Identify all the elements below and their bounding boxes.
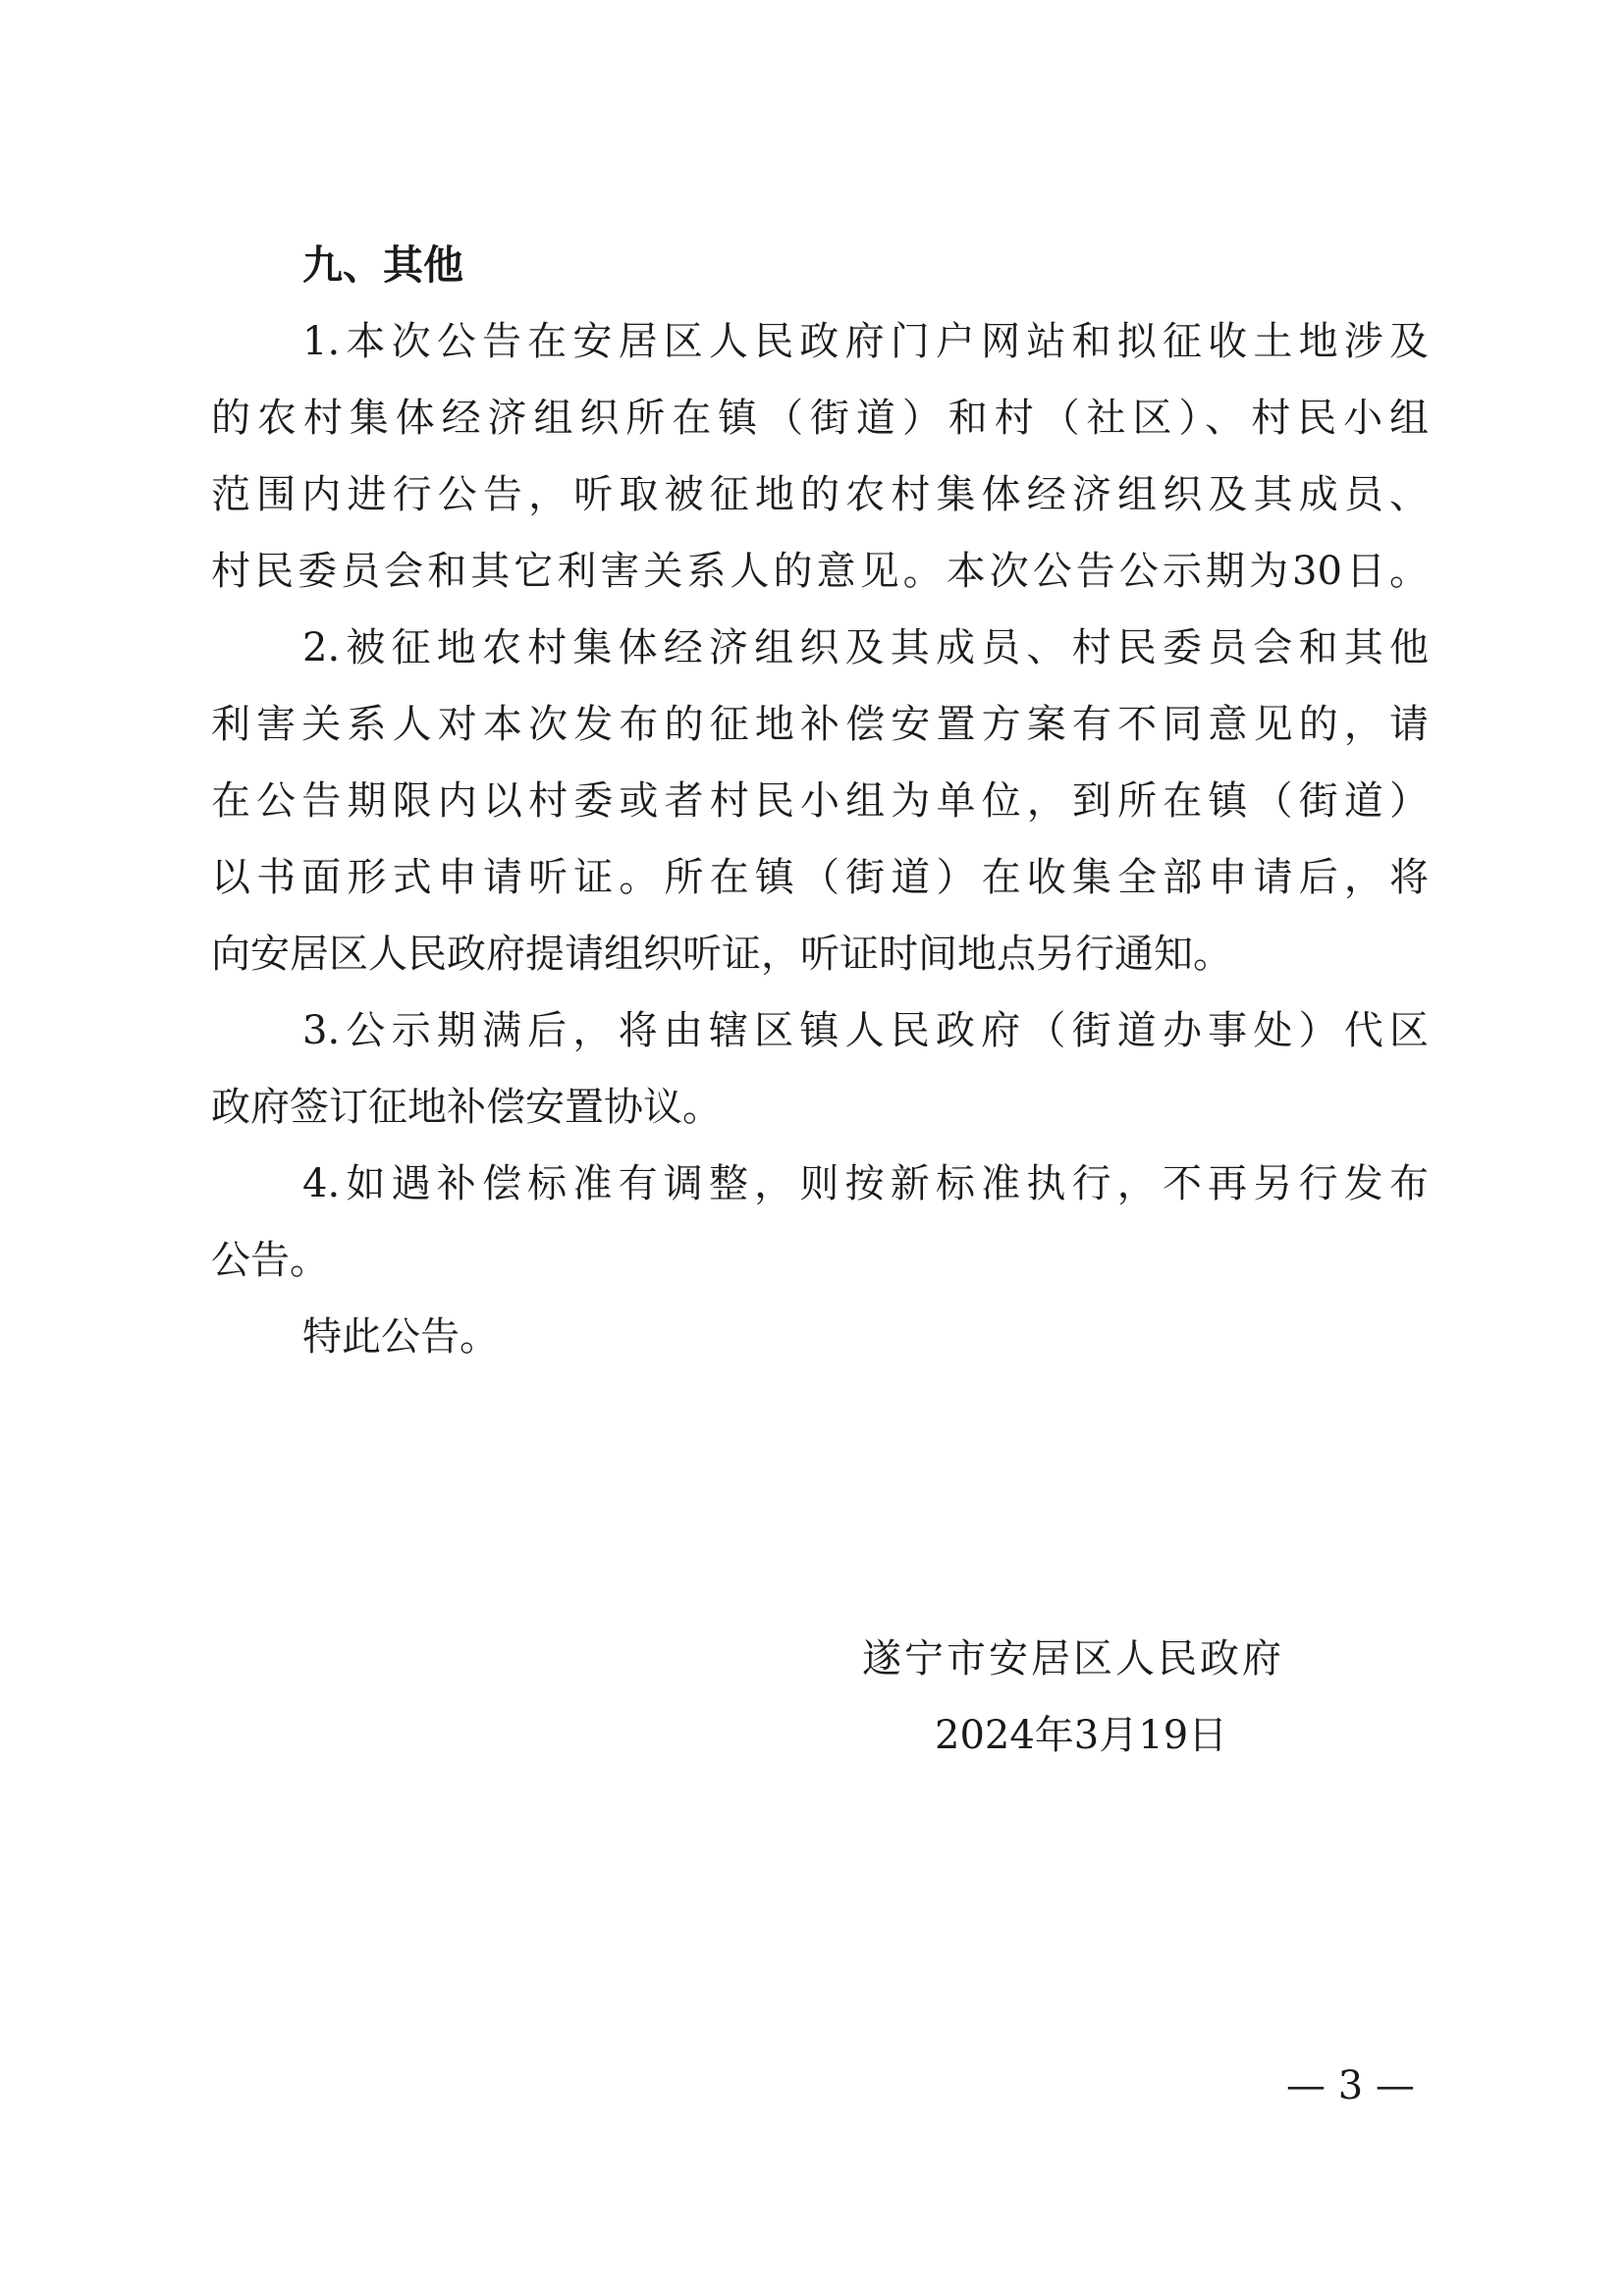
paragraph-1-line-3: 范围内进行公告，听取被征地的农村集体经济组织及其成员、 bbox=[211, 472, 1429, 517]
issuer-signature: 遂宁市安居区人民政府 bbox=[862, 1636, 1284, 1682]
section-heading: 九、其他 bbox=[302, 241, 463, 289]
paragraph-3-line-2: 政府签订征地补偿安置协议。 bbox=[211, 1085, 722, 1130]
paragraph-2-line-1: 2.被征地农村集体经济组织及其成员、村民委员会和其他 bbox=[302, 625, 1429, 670]
paragraph-1-line-1: 1.本次公告在安居区人民政府门户网站和拟征收土地涉及 bbox=[302, 319, 1429, 364]
paragraph-2-line-4: 以书面形式申请听证。所在镇（街道）在收集全部申请后，将 bbox=[211, 855, 1429, 900]
paragraph-1-line-2: 的农村集体经济组织所在镇（街道）和村（社区）、村民小组 bbox=[211, 396, 1429, 441]
paragraph-2-line-5: 向安居区人民政府提请组织听证，听证时间地点另行通知。 bbox=[211, 932, 1232, 977]
issue-date: 2024年3月19日 bbox=[935, 1713, 1228, 1758]
paragraph-4-line-2: 公告。 bbox=[211, 1238, 329, 1283]
paragraph-2-line-2: 利害关系人对本次发布的征地补偿安置方案有不同意见的，请 bbox=[211, 702, 1429, 747]
closing-statement: 特此公告。 bbox=[302, 1314, 499, 1360]
paragraph-2-line-3: 在公告期限内以村委或者村民小组为单位，到所在镇（街道） bbox=[211, 778, 1429, 824]
page-number: — 3 — bbox=[1286, 2063, 1415, 2109]
paragraph-3-line-1: 3.公示期满后，将由辖区镇人民政府（街道办事处）代区 bbox=[302, 1008, 1429, 1053]
paragraph-4-line-1: 4.如遇补偿标准有调整，则按新标准执行，不再另行发布 bbox=[302, 1161, 1429, 1206]
paragraph-1-line-4: 村民委员会和其它利害关系人的意见。本次公告公示期为30日。 bbox=[211, 549, 1429, 594]
